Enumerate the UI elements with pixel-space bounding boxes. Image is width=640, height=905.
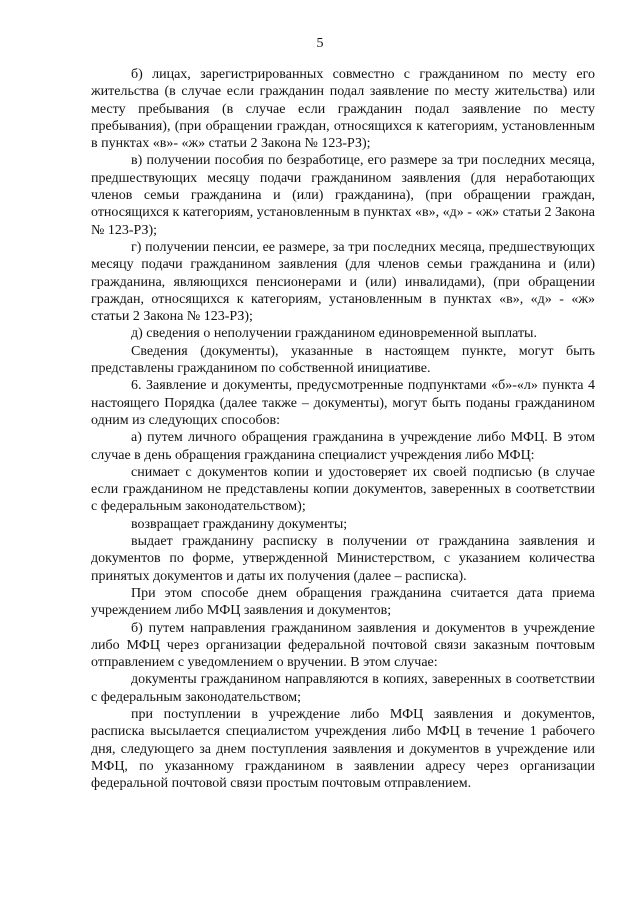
paragraph-item-6: 6. Заявление и документы, предусмотренные подпунктами «б»-«л» пункта 4 настоящего Порядка (далее также – документы), могут быть поданы гражданином одним из следующих способов: (91, 378, 595, 428)
paragraph-a-personal-visit: а) путем личного обращения гражданина в учреждение либо МФЦ. В этом случае в день обращения гражданина специалист учреждения либо МФЦ: (91, 430, 595, 463)
paragraph-own-initiative: Сведения (документы), указанные в настоящем пункте, могут быть представлены гражданином по собственной инициативе. (91, 343, 595, 377)
paragraph-copies-certified: снимает с документов копии и удостоверяет их своей подписью (в случае если гражданином не представлены копии документов, заверенных в соответствии с федеральным законодательством); (91, 464, 595, 515)
paragraph-b-postal-submission: б) путем направления гражданином заявления и документов в учреждение либо МФЦ через организации федеральной почтовой связи заказным почтовым отправлением с уведомлением о вручении. В этом случае: (91, 620, 595, 671)
paragraph-issue-receipt: выдает гражданину расписку в получении от гражданина заявления и документов по форме, утвержденной Министерством, с указанием количества принятых документов и даты их получения (далее – расписка). (91, 534, 595, 584)
paragraph-return-documents: возвращает гражданину документы; (131, 516, 348, 532)
paragraph-g-pension: г) получении пенсии, ее размере, за три последних месяца, предшествующих месяцу подачи гражданином заявления (для членов семьи гражданина и (или) гражданина, являющихся пенсионерами и (или) инвалидами), (при обращении граждан, относящихся к категориям, установленным в пунктах «в», «д» - «ж» статьи 2 Закона № 123-РЗ); (91, 239, 595, 325)
paragraph-b-registered-persons: б) лицах, зарегистрированных совместно с гражданином по месту его жительства (в случае если гражданин подал заявление по месту жительства) или месту пребывания (в случае если гражданин подал заявление по месту пребывания), (при обращении граждан, относящихся к категориям, установленным в пунктах «в»- «ж» статьи 2 Закона № 123-РЗ); (91, 67, 595, 152)
page-number: 5 (316, 36, 324, 51)
paragraph-certified-copies-mail: документы гражданином направляются в копиях, заверенных в соответствии с федеральным законодательством; (91, 672, 595, 705)
paragraph-receipt-by-mail: при поступлении в учреждение либо МФЦ заявления и документов, расписка высылается специалистом учреждения либо МФЦ в течение 1 рабочего дня, следующего за днем поступления заявления и документов в учреждение или МФЦ, по указанному гражданином в заявлении адресу через организации федеральной почтовой связи простым почтовым отправлением. (91, 706, 595, 792)
paragraph-filing-date: При этом способе днем обращения гражданина считается дата приема учреждением либо МФЦ заявления и документов; (91, 585, 595, 619)
paragraph-d-no-lump-sum: д) сведения о неполучении гражданином единовременной выплаты. (131, 326, 537, 342)
document-body (91, 66, 595, 792)
paragraph-v-unemployment-benefit: в) получении пособия по безработице, его размере за три последних месяца, предшествующих месяцу подачи гражданином заявления (для неработающих членов семьи гражданина и (или) гражданина), (при обращении граждан, относящихся к категориям, установленным в пунктах «в», «д» - «ж» статьи 2 Закона № 123-РЗ); (91, 153, 595, 238)
